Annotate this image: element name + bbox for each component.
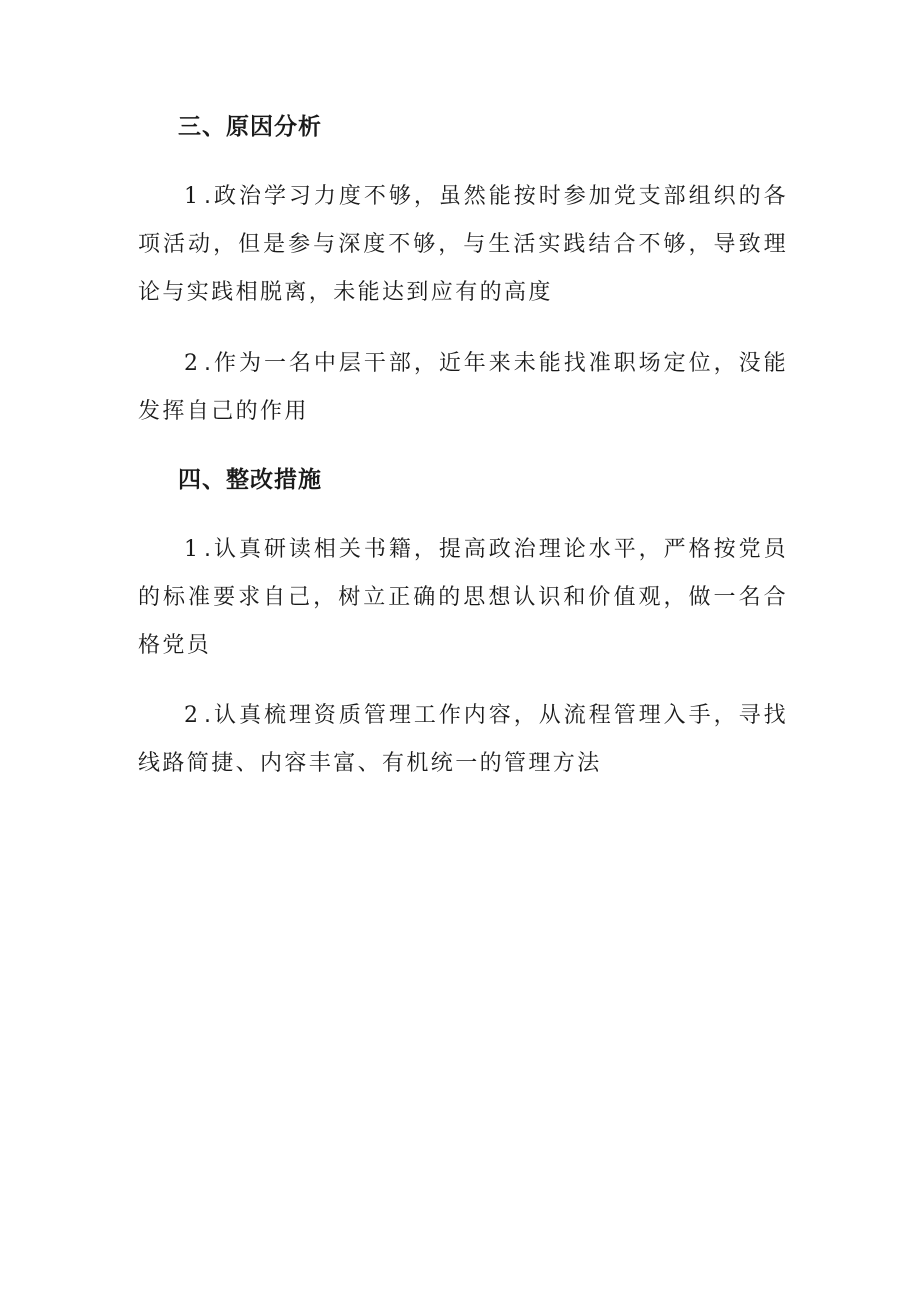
section-heading-cause-analysis: 三、原因分析	[178, 114, 322, 140]
section-heading-rectification: 四、整改措施	[178, 467, 322, 493]
paragraph-measure-1	[138, 526, 788, 670]
item-number: 1	[184, 537, 204, 562]
item-text: .作为一名中层干部，近年来未能找准职场定位，没能发挥自己的作用	[138, 351, 788, 424]
item-text: .认真研读相关书籍，提高政治理论水平，严格按党员的标准要求自己，树立正确的思想认识和价值观，做一名合格党员	[138, 537, 788, 658]
paragraph-cause-2	[138, 340, 788, 436]
item-number: 2	[184, 703, 204, 728]
paragraph-measure-2	[138, 692, 788, 788]
paragraph-cause-1	[138, 173, 788, 317]
item-number: 2	[184, 351, 204, 376]
item-text: .认真梳理资质管理工作内容，从流程管理入手，寻找线路简捷、内容丰富、有机统一的管理方法	[138, 703, 788, 776]
item-text: .政治学习力度不够，虽然能按时参加党支部组织的各项活动，但是参与深度不够，与生活实践结合不够，导致理论与实践相脱离，未能达到应有的高度	[138, 184, 788, 305]
item-number: 1	[184, 184, 204, 209]
